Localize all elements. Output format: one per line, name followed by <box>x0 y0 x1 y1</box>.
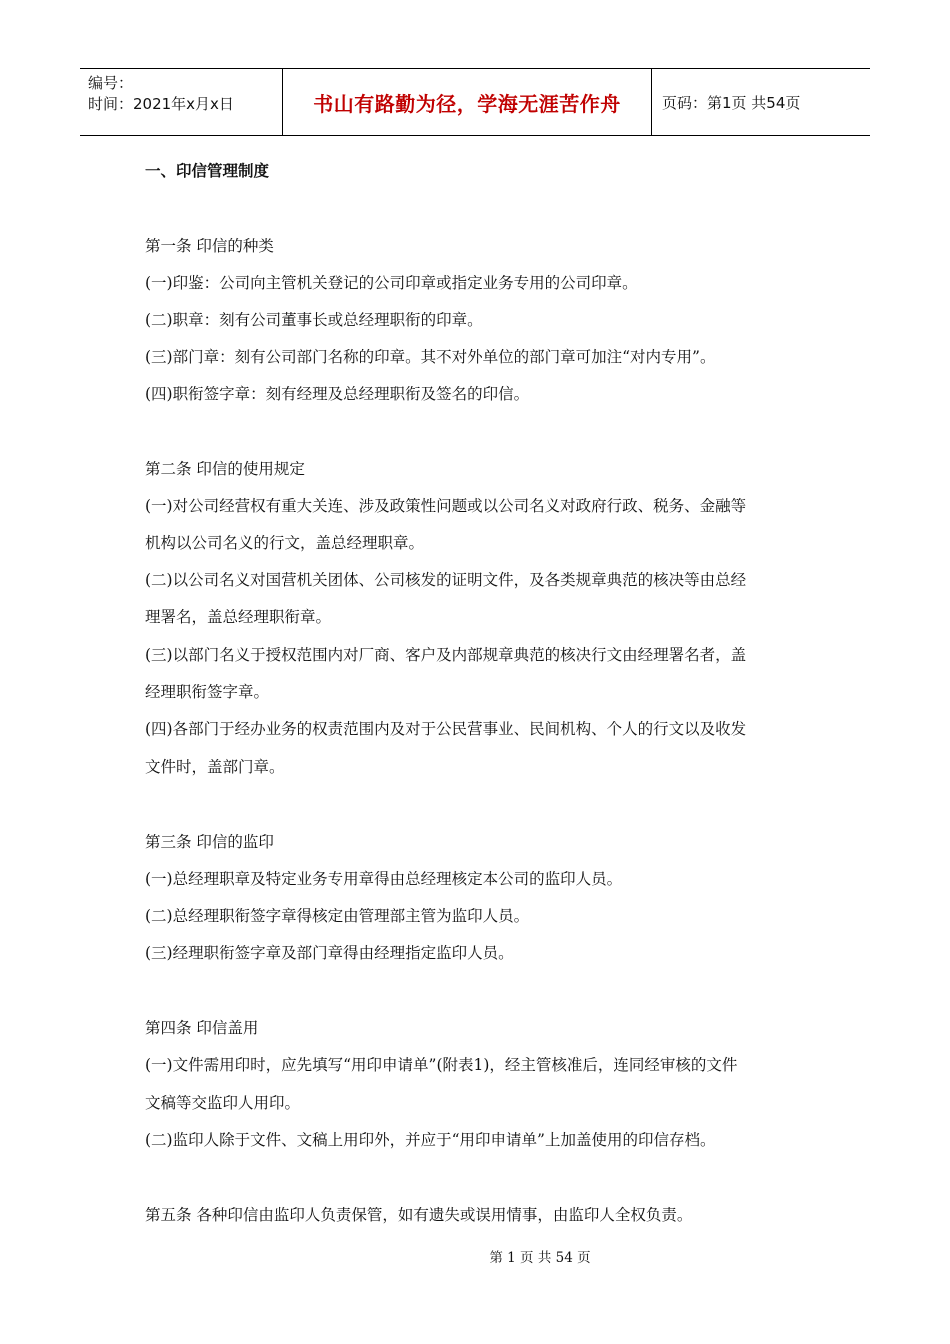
paragraph-line: (四)职衔签字章：刻有经理及总经理职衔及签名的印信。 <box>145 385 530 403</box>
paragraph-line: (二)以公司名义对国营机关团体、公司核发的证明文件，及各类规章典范的核决等由总经 <box>145 571 747 589</box>
section-title: 一、印信管理制度 <box>145 162 270 180</box>
paragraph-line: (三)经理职衔签字章及部门章得由经理指定监印人员。 <box>145 944 514 962</box>
paragraph-line: (四)各部门于经办业务的权责范围内及对于公民营事业、民间机构、个人的行文以及收发 <box>145 720 747 738</box>
article-4-heading: 第四条 印信盖用 <box>145 1019 259 1037</box>
paragraph-line: 文件时，盖部门章。 <box>145 758 285 776</box>
article-2-heading: 第二条 印信的使用规定 <box>145 460 305 478</box>
header-motto: 书山有路勤为径，学海无涯苦作舟 <box>282 69 652 135</box>
document-header <box>80 68 870 136</box>
header-meta <box>80 69 282 135</box>
time-label: 时间：2021年x月x日 <box>88 95 234 113</box>
paragraph-line: (一)对公司经营权有重大关连、涉及政策性问题或以公司名义对政府行政、税务、金融等 <box>145 497 747 515</box>
paragraph-line: (一)印鉴：公司向主管机关登记的公司印章或指定业务专用的公司印章。 <box>145 274 638 292</box>
article-3-heading: 第三条 印信的监印 <box>145 833 274 851</box>
article-5-paragraph: 第五条 各种印信由监印人负责保管，如有遗失或误用情事，由监印人全权负责。 <box>145 1206 693 1224</box>
paragraph-line: (二)监印人除于文件、文稿上用印外，并应于“用印申请单”上加盖使用的印信存档。 <box>145 1131 716 1149</box>
header-page-info: 页码：第1页 共54页 <box>662 93 801 112</box>
number-label: 编号： <box>88 74 134 92</box>
paragraph-line: (一)总经理职章及特定业务专用章得由总经理核定本公司的监印人员。 <box>145 870 623 888</box>
paragraph-line: (一)文件需用印时，应先填写“用印申请单”(附表1)，经主管核准后，连同经审核的文件 <box>145 1056 738 1074</box>
paragraph-line: 文稿等交监印人用印。 <box>145 1094 301 1112</box>
paragraph-line: (二)职章：刻有公司董事长或总经理职衔的印章。 <box>145 311 483 329</box>
paragraph-line: 经理职衔签字章。 <box>145 683 270 701</box>
paragraph-line: (三)部门章：刻有公司部门名称的印章。其不对外单位的部门章可加注“对内专用”。 <box>145 348 716 366</box>
paragraph-line: 理署名，盖总经理职衔章。 <box>145 608 332 626</box>
article-1-heading: 第一条 印信的种类 <box>145 237 274 255</box>
page-footer: 第 1 页 共 54 页 <box>489 1250 591 1266</box>
paragraph-line: 机构以公司名义的行文，盖总经理职章。 <box>145 534 425 552</box>
paragraph-line: (二)总经理职衔签字章得核定由管理部主管为监印人员。 <box>145 907 530 925</box>
paragraph-line: (三)以部门名义于授权范围内对厂商、客户及内部规章典范的核决行文由经理署名者，盖 <box>145 646 747 664</box>
